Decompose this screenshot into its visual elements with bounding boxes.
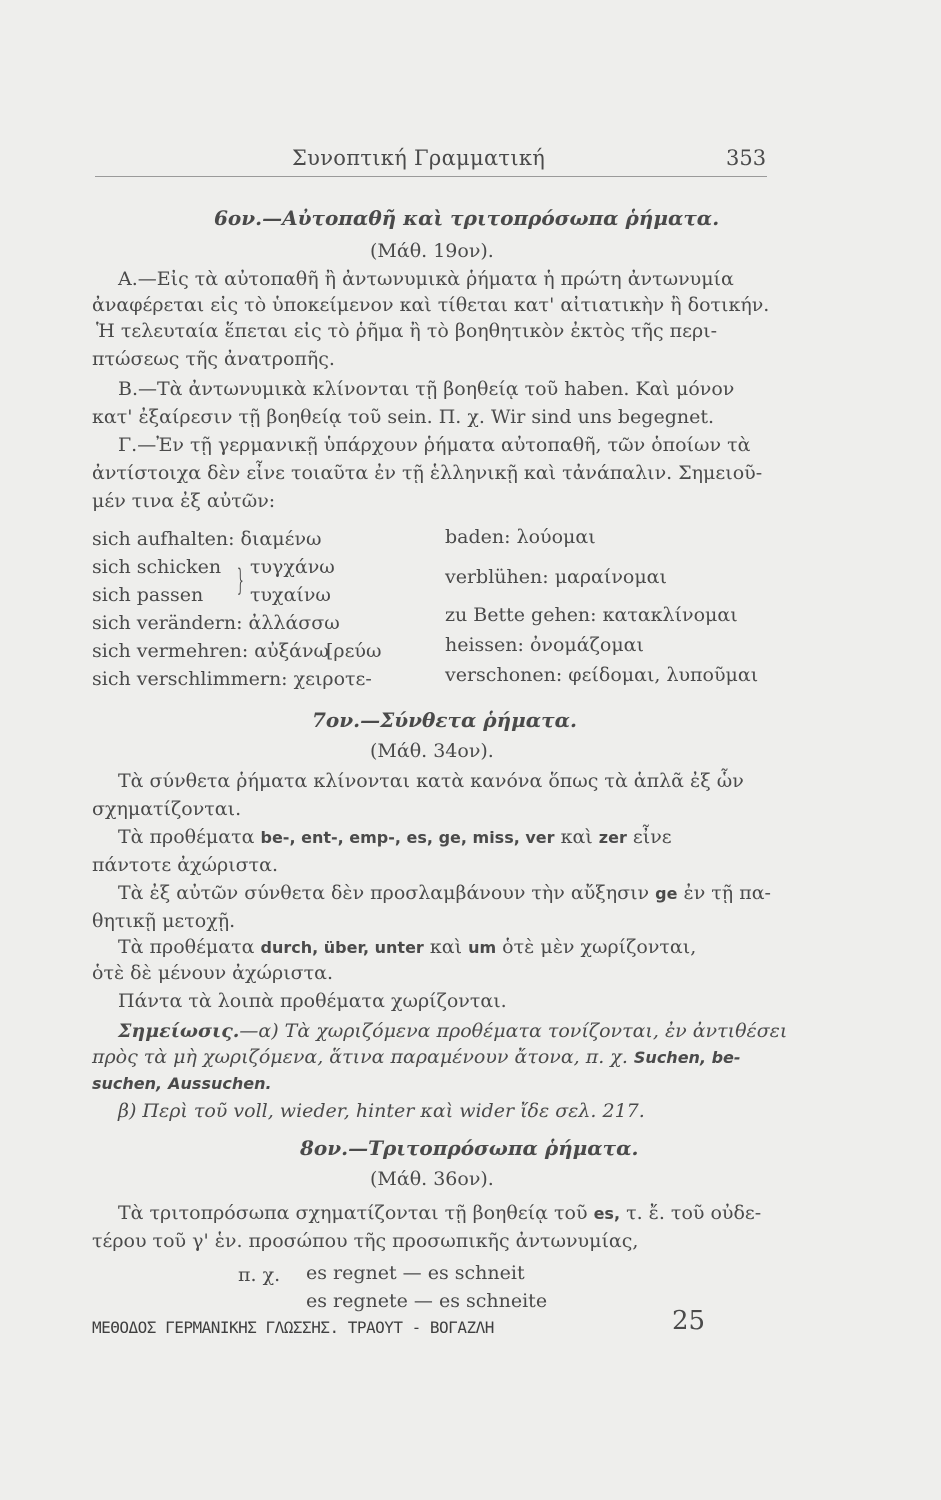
prefix-list: durch, über, unter: [260, 938, 424, 957]
brace: }: [237, 563, 244, 598]
note-line: [92, 1046, 741, 1068]
s6-line: μέν τινα ἐξ αὐτῶν:: [92, 490, 276, 512]
vocab-left-item: sich schicken: [92, 556, 222, 578]
vocab-gloss: τυγχάνω: [250, 556, 335, 578]
s7-line: [118, 826, 672, 848]
text: ἐν τῇ πα-: [683, 882, 771, 904]
vocab-left-item: sich passen: [92, 584, 204, 606]
prefix: um: [468, 938, 497, 957]
vocab-gloss: [ρεύω: [326, 640, 382, 662]
example-prefix: π. χ.: [238, 1264, 281, 1286]
section-6-source: (Μάθ. 19ον).: [370, 240, 494, 262]
section-6-heading: 6ον.—Αὐτοπαθῆ καὶ τριτοπρόσωπα ῥήματα.: [214, 206, 720, 230]
header-rule: [95, 176, 767, 177]
text: καὶ: [560, 826, 593, 848]
text: καὶ: [429, 936, 463, 958]
vocab-left-item: sich vermehren: αὐξάνω: [92, 640, 330, 662]
section-7-heading: 7ον.—Σύνθετα ῥήματα.: [312, 708, 577, 732]
vocab-right-item: heissen: ὀνομάζομαι: [445, 634, 644, 656]
note-line: β) Περὶ τοῦ voll, wieder, hinter καὶ wider ἴδε σελ. 217.: [118, 1100, 645, 1122]
keyword: es,: [593, 1204, 621, 1223]
example-word: Aussuchen.: [168, 1074, 272, 1093]
text: εἶνε: [632, 826, 672, 848]
s6-line: Β.—Τὰ ἀντωνυμικὰ κλίνονται τῇ βοηθείᾳ τοῦ haben. Καὶ μόνον: [118, 378, 735, 400]
s6-line: ἀναφέρεται εἰς τὸ ὑποκείμενον καὶ τίθεται κατ' αἰτιατικὴν ἢ δοτικήν.: [92, 294, 770, 316]
vocab-left-item: sich verschlimmern: χειροτε-: [92, 668, 372, 690]
text: —α) Τὰ χωριζόμενα προθέματα τονίζονται, ἐν ἀντιθέσει: [239, 1020, 788, 1042]
text: Τὰ προθέματα: [118, 826, 255, 848]
vocab-right-item: verschonen: φείδομαι, λυποῦμαι: [445, 664, 759, 686]
section-8-heading: 8ον.—Τριτοπρόσωπα ῥήματα.: [300, 1136, 639, 1160]
text: Τὰ ἐξ αὐτῶν σύνθετα δὲν προσλαμβάνουν τὴν αὔξησιν: [118, 882, 650, 904]
text: ὁτὲ μὲν χωρίζονται,: [502, 936, 697, 958]
s6-line: πτώσεως τῆς ἀνατροπῆς.: [92, 348, 335, 370]
prefix: ge: [655, 884, 678, 903]
s8-line: τέρου τοῦ γ' ἑν. προσώπου τῆς προσωπικῆς ἀντωνυμίας,: [92, 1230, 639, 1252]
s7-line: Τὰ σύνθετα ῥήματα κλίνονται κατὰ κανόνα ὅπως τὰ ἁπλᾶ ἐξ ὧν: [118, 770, 744, 792]
s6-line: Ἡ τελευταία ἕπεται εἰς τὸ ῥῆμα ἢ τὸ βοηθητικὸν ἐκτὸς τῆς περι-: [96, 320, 717, 342]
page-number: 353: [726, 146, 767, 170]
text: Τὰ προθέματα: [118, 936, 255, 958]
prefix-list: be-, ent-, emp-, es, ge, miss, ver: [260, 828, 555, 847]
note-line: [118, 1020, 787, 1042]
signature-number: 25: [672, 1306, 706, 1336]
note-label: Σημείωσις.: [118, 1020, 240, 1042]
s6-line: ἀντίστοιχα δὲν εἶνε τοιαῦτα ἐν τῇ ἑλληνικῇ καὶ τἀνάπαλιν. Σημειοῦ-: [92, 462, 763, 484]
s8-line: [118, 1202, 761, 1224]
vocab-left-item: sich verändern: ἀλλάσσω: [92, 612, 340, 634]
s7-line: [118, 882, 771, 904]
s7-line: πάντοτε ἀχώριστα.: [92, 854, 279, 876]
example-line: es regnet — es schneit: [306, 1262, 525, 1284]
vocab-left-item: sich aufhalten: διαμένω: [92, 528, 322, 550]
publisher-line: ΜΕΘΟΔΟΣ ΓΕΡΜΑΝΙΚΗΣ ΓΛΩΣΣΗΣ. ΤΡΑΟΥΤ - ΒΟΓΑΖΛΗ: [92, 1318, 494, 1337]
s6-line: Γ.—Ἐν τῇ γερμανικῇ ὑπάρχουν ῥήματα αὐτοπαθῆ, τῶν ὁποίων τὰ: [118, 434, 751, 456]
s7-line: σχηματίζονται.: [92, 798, 242, 820]
text: τ. ἔ. τοῦ οὐδε-: [626, 1202, 762, 1224]
s6-line: κατ' ἐξαίρεσιν τῇ βοηθείᾳ τοῦ sein. Π. χ. Wir sind uns begegnet.: [92, 406, 715, 428]
example-line: es regnete — es schneite: [306, 1290, 548, 1312]
s6-line: Α.—Εἰς τὰ αὐτοπαθῆ ἢ ἀντωνυμικὰ ῥήματα ἡ πρώτη ἀντωνυμία: [118, 268, 734, 290]
text: Τὰ τριτοπρόσωπα σχηματίζονται τῇ βοηθείᾳ τοῦ: [118, 1202, 588, 1224]
vocab-gloss: τυχαίνω: [250, 584, 331, 606]
prefix: zer: [598, 828, 627, 847]
vocab-right-item: verblühen: μαραίνομαι: [445, 566, 667, 588]
s7-line: θητικῇ μετοχῇ.: [92, 910, 236, 932]
running-title: Συνοπτική Γραμματική: [292, 146, 546, 170]
text: πρὸς τὰ μὴ χωριζόμενα, ἅτινα παραμένουν ἄτονα, π. χ.: [92, 1046, 628, 1068]
note-line: [92, 1072, 272, 1094]
s7-line: Πάντα τὰ λοιπὰ προθέματα χωρίζονται.: [118, 990, 507, 1012]
vocab-right-item: zu Bette gehen: κατακλίνομαι: [445, 604, 738, 626]
example-word: suchen,: [92, 1074, 163, 1093]
section-8-source: (Μάθ. 36ον).: [370, 1168, 494, 1190]
example-word: Suchen, be-: [633, 1048, 741, 1067]
s7-line: [118, 936, 696, 958]
s7-line: ὁτὲ δὲ μένουν ἀχώριστα.: [92, 962, 333, 984]
vocab-right-item: baden: λούομαι: [445, 526, 596, 548]
section-7-source: (Μάθ. 34ον).: [370, 740, 494, 762]
